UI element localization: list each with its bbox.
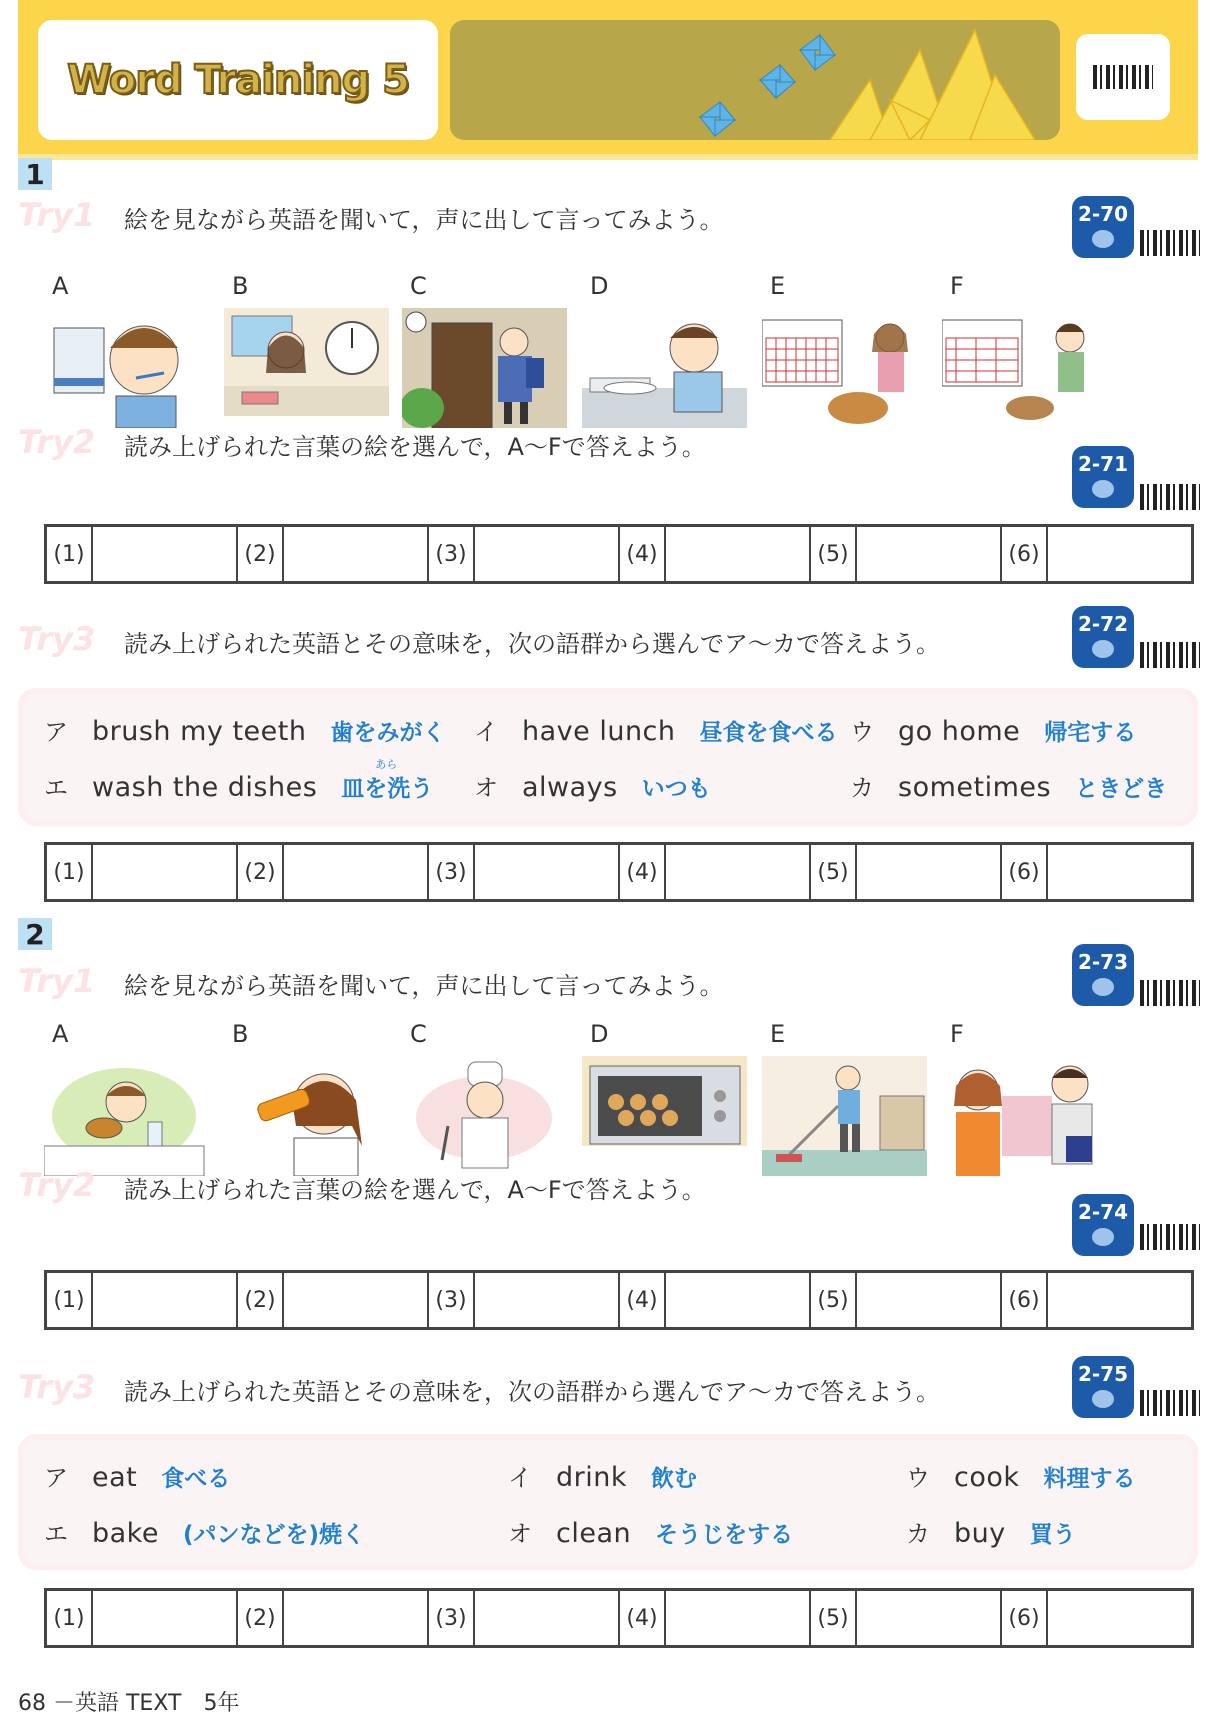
choice-letter: ア [44, 1464, 68, 1492]
choice-letter: エ [44, 774, 68, 802]
instruction-text: 絵を見ながら英語を聞いて，声に出して言ってみよう。 [124, 972, 724, 1000]
qr-code-box[interactable] [1076, 34, 1170, 120]
answer-number: (1) [47, 1591, 93, 1645]
answer-cell [620, 1591, 811, 1645]
english-word: go home [898, 716, 1021, 747]
english-word: cook [954, 1462, 1020, 1493]
word-bank-item [906, 1458, 1136, 1493]
answer-cell [620, 1273, 811, 1327]
picture-letter: E [770, 1020, 786, 1048]
answer-cell [238, 845, 429, 899]
answer-grid [44, 524, 1194, 584]
track-number: 2-75 [1077, 1362, 1129, 1386]
track-number: 2-73 [1077, 950, 1129, 974]
try2-row [18, 417, 1198, 467]
answer-input[interactable] [284, 1591, 427, 1645]
word-bank [18, 688, 1198, 826]
picture-letter: B [232, 1020, 249, 1048]
oven-baking-bread-image [582, 1056, 747, 1176]
qr-code-icon[interactable] [1140, 230, 1200, 256]
answer-input[interactable] [666, 1591, 809, 1645]
answer-input[interactable] [857, 1591, 1000, 1645]
answer-input[interactable] [284, 527, 427, 581]
answer-input[interactable] [666, 527, 809, 581]
japanese-meaning: そうじをする [655, 1522, 794, 1548]
answer-input[interactable] [475, 1273, 618, 1327]
choice-letter: カ [906, 1520, 930, 1548]
word-bank-item [508, 1514, 793, 1549]
qr-code-icon[interactable] [1140, 1390, 1200, 1416]
choice-letter: イ [474, 718, 498, 746]
picture-c [402, 1020, 572, 1180]
word-bank-item [906, 1514, 1076, 1549]
shopping-image [942, 1056, 1107, 1176]
picture-a [44, 272, 214, 432]
try3-row [18, 1362, 1198, 1412]
english-word: eat [92, 1462, 138, 1493]
audio-track-button[interactable] [1072, 944, 1134, 1006]
qr-code-icon[interactable] [1140, 1224, 1200, 1250]
answer-cell [238, 1591, 429, 1645]
answer-number: (6) [1002, 1273, 1048, 1327]
answer-cell [811, 1273, 1002, 1327]
picture-letter: E [770, 272, 786, 300]
page-title: Word Training 5 [67, 57, 409, 103]
try-label: Try2 [18, 423, 96, 461]
answer-number: (4) [620, 1273, 666, 1327]
audio-icon [1092, 1390, 1114, 1408]
girl-vacuuming-image [762, 1056, 927, 1176]
japanese-meaning: (パンなどを)焼く [182, 1522, 365, 1548]
answer-cell [429, 1591, 620, 1645]
choice-letter: イ [508, 1464, 532, 1492]
word-bank-item [508, 1458, 697, 1493]
page-footer: 68 －英語 TEXT 5年 [18, 1691, 240, 1716]
try1-row [18, 956, 1198, 1006]
answer-cell [47, 845, 238, 899]
japanese-meaning: 買う [1029, 1522, 1076, 1548]
audio-icon [1092, 230, 1114, 248]
picture-letter: B [232, 272, 249, 300]
try-label: Try3 [18, 620, 96, 658]
track-number: 2-70 [1077, 202, 1129, 226]
try1-row [18, 190, 1198, 240]
answer-input[interactable] [93, 1591, 236, 1645]
picture-letter: C [410, 1020, 427, 1048]
answer-input[interactable] [475, 527, 618, 581]
header-banner [450, 20, 1060, 140]
girl-having-lunch-image [224, 308, 389, 428]
choice-letter: オ [474, 774, 498, 802]
audio-icon [1092, 480, 1114, 498]
answer-cell [1002, 1591, 1191, 1645]
instruction-text: 読み上げられた英語とその意味を，次の語群から選んでア～カで答えよう。 [124, 1378, 940, 1406]
picture-row [44, 272, 1194, 432]
section-number: 2 [18, 918, 52, 950]
answer-grid [44, 1270, 1194, 1330]
word-bank-item [44, 758, 434, 803]
answer-input[interactable] [1048, 1591, 1191, 1645]
word-bank-item [44, 1514, 365, 1549]
word-bank-item [474, 712, 838, 747]
answer-input[interactable] [1048, 845, 1191, 899]
picture-b [224, 272, 394, 432]
picture-f [942, 1020, 1112, 1180]
picture-letter: F [950, 272, 964, 300]
answer-cell [238, 527, 429, 581]
instruction-text: 読み上げられた言葉の絵を選んで，A～Fで答えよう。 [124, 433, 706, 461]
audio-track-button[interactable] [1072, 1194, 1134, 1256]
answer-cell [811, 1591, 1002, 1645]
japanese-meaning: 皿を洗う [341, 776, 434, 802]
answer-number: (5) [811, 527, 857, 581]
choice-letter: カ [850, 774, 874, 802]
instruction-text: 絵を見ながら英語を聞いて，声に出して言ってみよう。 [124, 206, 724, 234]
answer-number: (4) [620, 1591, 666, 1645]
answer-number: (3) [429, 527, 475, 581]
english-word: sometimes [898, 772, 1052, 803]
try2-row [18, 1160, 1198, 1210]
answer-input[interactable] [857, 1273, 1000, 1327]
japanese-meaning: ときどき [1075, 776, 1168, 802]
answer-cell [47, 1273, 238, 1327]
answer-number: (2) [238, 1591, 284, 1645]
audio-track-button[interactable] [1072, 606, 1134, 668]
answer-number: (2) [238, 845, 284, 899]
answer-cell [429, 845, 620, 899]
audio-track-button[interactable] [1072, 196, 1134, 258]
boy-eating-hamburger-image [44, 1056, 209, 1176]
track-number: 2-72 [1077, 612, 1129, 636]
word-bank-item [850, 768, 1167, 803]
answer-input[interactable] [93, 527, 236, 581]
audio-icon [1092, 1228, 1114, 1246]
try-label: Try2 [18, 1166, 96, 1204]
answer-cell [620, 527, 811, 581]
picture-letter: A [52, 272, 69, 300]
choice-letter: ウ [850, 718, 874, 746]
answer-cell [1002, 1273, 1191, 1327]
japanese-meaning: 帰宅する [1044, 720, 1137, 746]
answer-number: (2) [238, 1273, 284, 1327]
try-label: Try1 [18, 962, 96, 1000]
answer-cell [811, 527, 1002, 581]
answer-input[interactable] [475, 845, 618, 899]
answer-cell [238, 1273, 429, 1327]
answer-number: (1) [47, 845, 93, 899]
japanese-meaning-with-ruby [341, 758, 434, 803]
picture-d [582, 1020, 752, 1180]
english-word: wash the dishes [92, 772, 318, 803]
picture-e [762, 1020, 932, 1180]
audio-icon [1092, 978, 1114, 996]
boy-going-home-image [402, 308, 567, 428]
page-header [18, 0, 1198, 160]
answer-input[interactable] [284, 1273, 427, 1327]
answer-input[interactable] [93, 1273, 236, 1327]
try-label: Try1 [18, 196, 96, 234]
answer-number: (2) [238, 527, 284, 581]
answer-number: (3) [429, 1273, 475, 1327]
choice-letter: エ [44, 1520, 68, 1548]
picture-letter: D [590, 272, 609, 300]
qr-code-icon [1093, 65, 1153, 89]
english-word: always [522, 772, 618, 803]
instruction-text: 読み上げられた言葉の絵を選んで，A～Fで答えよう。 [124, 1176, 706, 1204]
picture-letter: A [52, 1020, 69, 1048]
english-word: drink [556, 1462, 627, 1493]
boy-washing-dishes-image [582, 308, 747, 428]
english-word: brush my teeth [92, 716, 307, 747]
calendar-boy-with-dog-image [942, 308, 1107, 428]
answer-number: (5) [811, 845, 857, 899]
answer-input[interactable] [857, 845, 1000, 899]
word-bank-item [44, 712, 445, 747]
instruction-text: 読み上げられた英語とその意味を，次の語群から選んでア～カで答えよう。 [124, 630, 940, 658]
pinwheel-crane-illustration [450, 20, 1060, 140]
word-bank-item [850, 712, 1136, 747]
answer-number: (6) [1002, 845, 1048, 899]
qr-code-icon[interactable] [1140, 980, 1200, 1006]
english-word: buy [954, 1518, 1006, 1549]
answer-grid [44, 1588, 1194, 1648]
answer-number: (3) [429, 1591, 475, 1645]
answer-number: (6) [1002, 527, 1048, 581]
answer-number: (4) [620, 845, 666, 899]
track-number: 2-71 [1077, 452, 1129, 476]
ruby-reading: あら [375, 758, 398, 771]
answer-input[interactable] [1048, 1273, 1191, 1327]
audio-track-button[interactable] [1072, 446, 1134, 508]
answer-number: (1) [47, 527, 93, 581]
picture-b [224, 1020, 394, 1180]
title-box [38, 20, 438, 140]
answer-input[interactable] [857, 527, 1000, 581]
girl-drinking-image [224, 1056, 389, 1176]
audio-icon [1092, 640, 1114, 658]
answer-input[interactable] [666, 845, 809, 899]
qr-code-icon[interactable] [1140, 484, 1200, 510]
chef-cooking-image [402, 1056, 567, 1176]
answer-input[interactable] [93, 845, 236, 899]
answer-input[interactable] [666, 1273, 809, 1327]
answer-number: (5) [811, 1591, 857, 1645]
english-word: bake [92, 1518, 159, 1549]
answer-number: (6) [1002, 1591, 1048, 1645]
answer-cell [811, 845, 1002, 899]
answer-input[interactable] [475, 1591, 618, 1645]
audio-track-button[interactable] [1072, 1356, 1134, 1418]
answer-cell [47, 527, 238, 581]
answer-number: (5) [811, 1273, 857, 1327]
boy-brushing-teeth-image [44, 308, 209, 428]
answer-cell [47, 1591, 238, 1645]
choice-letter: ア [44, 718, 68, 746]
japanese-meaning: 飲む [651, 1466, 697, 1492]
picture-letter: F [950, 1020, 964, 1048]
answer-input[interactable] [284, 845, 427, 899]
word-bank [18, 1434, 1198, 1570]
picture-f [942, 272, 1112, 432]
calendar-girl-with-dog-image [762, 308, 927, 428]
try-label: Try3 [18, 1368, 96, 1406]
answer-cell [620, 845, 811, 899]
answer-cell [1002, 527, 1191, 581]
japanese-meaning: いつも [641, 776, 711, 802]
japanese-meaning: 歯をみがく [330, 720, 446, 746]
answer-number: (4) [620, 527, 666, 581]
picture-a [44, 1020, 214, 1180]
choice-letter: オ [508, 1520, 532, 1548]
japanese-meaning: 料理する [1043, 1466, 1136, 1492]
track-number: 2-74 [1077, 1200, 1129, 1224]
picture-d [582, 272, 752, 432]
word-bank-item [474, 768, 711, 803]
picture-row [44, 1020, 1194, 1180]
choice-letter: ウ [906, 1464, 930, 1492]
qr-code-icon[interactable] [1140, 642, 1200, 668]
answer-input[interactable] [1048, 527, 1191, 581]
english-word: clean [556, 1518, 632, 1549]
answer-number: (1) [47, 1273, 93, 1327]
answer-number: (3) [429, 845, 475, 899]
answer-cell [429, 527, 620, 581]
answer-cell [429, 1273, 620, 1327]
section-number: 1 [18, 158, 52, 190]
answer-cell [1002, 845, 1191, 899]
japanese-meaning: 昼食を食べる [699, 720, 838, 746]
picture-c [402, 272, 572, 432]
japanese-meaning: 食べる [161, 1466, 231, 1492]
picture-e [762, 272, 932, 432]
answer-grid [44, 842, 1194, 902]
picture-letter: D [590, 1020, 609, 1048]
try3-row [18, 614, 1198, 664]
picture-letter: C [410, 272, 427, 300]
english-word: have lunch [522, 716, 676, 747]
word-bank-item [44, 1458, 230, 1493]
